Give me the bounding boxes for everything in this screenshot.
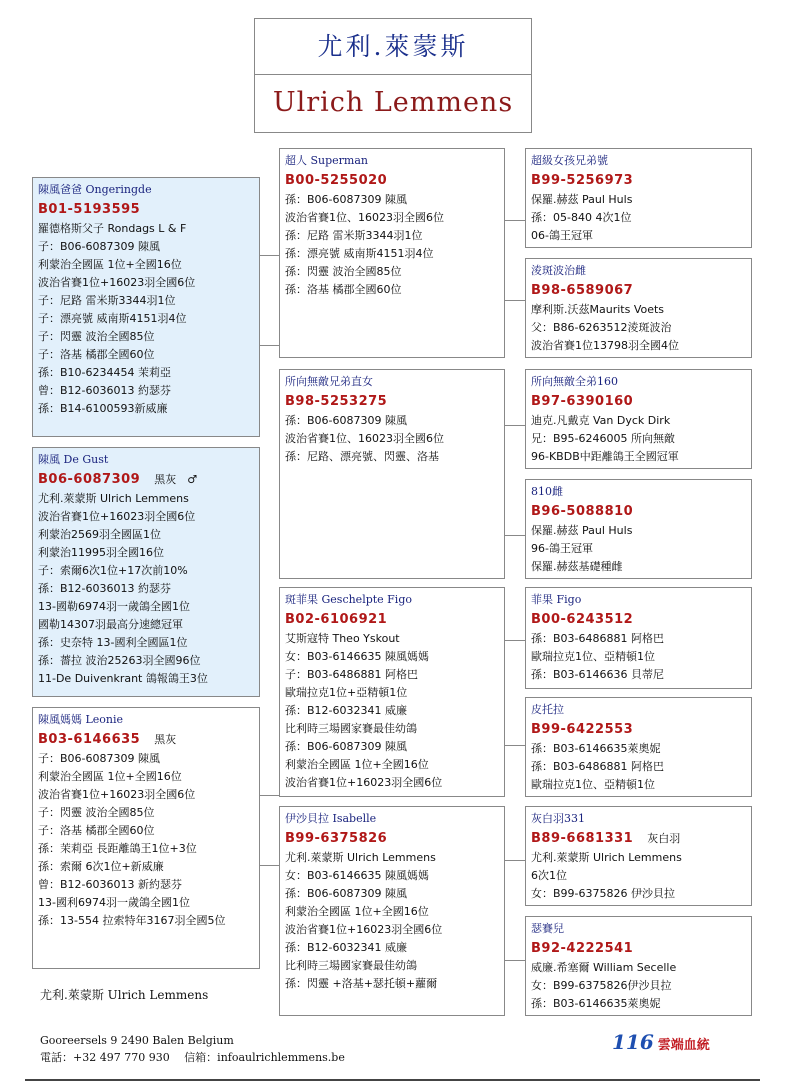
title-chinese: 尤利.萊蒙斯 bbox=[255, 19, 531, 75]
connector-line bbox=[505, 425, 525, 426]
connector-line bbox=[259, 345, 279, 346]
connector-line bbox=[259, 795, 279, 796]
sds-box bbox=[525, 369, 752, 469]
pedigree-line: 孫：閃靈 波治全國85位 bbox=[285, 265, 402, 278]
pedigree-line: 孫：尼路、漂亮號、閃靈、洛基 bbox=[285, 450, 439, 463]
dsd-box bbox=[525, 697, 752, 797]
pedigree-lines bbox=[531, 630, 746, 684]
pedigree-line: 波治省賽1位、16023羽全國6位 bbox=[285, 211, 444, 224]
ring-number: B89-6681331 bbox=[531, 831, 634, 846]
cloud-pedigree-logo bbox=[612, 1030, 710, 1054]
pedigree-lines bbox=[285, 849, 499, 993]
pedigree-line: 歐瑞拉克1位、亞精頓1位 bbox=[531, 650, 655, 663]
pedigree-line: 子：漂亮號 威南斯4151羽4位 bbox=[38, 312, 187, 325]
pedigree-line: 兄：B95-6246005 所向無敵 bbox=[531, 432, 675, 445]
pedigree-line: 13-國勒6974羽一歲鴿全國1位 bbox=[38, 600, 190, 613]
dam-box bbox=[32, 707, 260, 969]
pedigree-line: 子：閃靈 波治全國85位 bbox=[38, 330, 155, 343]
pedigree-line: 父：B86-6263512淩斑波治 bbox=[531, 321, 672, 334]
pedigree-line: 孫：B12-6032341 威廉 bbox=[285, 941, 407, 954]
dss-box bbox=[525, 587, 752, 689]
ring-number: B02-6106921 bbox=[285, 612, 388, 627]
pedigree-line: 子：閃靈 波治全國85位 bbox=[38, 806, 155, 819]
pedigree-line: 子：B03-6486881 阿格巴 bbox=[285, 668, 418, 681]
pedigree-line: 06-鴿王冠軍 bbox=[531, 229, 593, 242]
pigeon-name: 810雌 bbox=[531, 485, 563, 498]
pedigree-line: 孫：B06-6087309 陳風 bbox=[285, 414, 407, 427]
pedigree-line: 6次1位 bbox=[531, 869, 567, 882]
connector-line bbox=[505, 960, 525, 961]
pedigree-line: 孫：B03-6146636 貝蒂尼 bbox=[531, 668, 664, 681]
pedigree-line: 波治省賽1位13798羽全國4位 bbox=[531, 339, 679, 352]
pedigree-line: 比利時三場國家賽最佳幼鴿 bbox=[285, 959, 417, 972]
pedigree-line: 利蒙治全國區 1位+全國16位 bbox=[285, 758, 429, 771]
connector-line bbox=[259, 255, 279, 256]
pedigree-line: 孫：B06-6087309 陳風 bbox=[285, 193, 407, 206]
pedigree-line: 摩利斯.沃茲Maurits Voets bbox=[531, 303, 665, 316]
pedigree-line: 96-KBDB中距離鴿王全國冠軍 bbox=[531, 450, 679, 463]
pedigree-line: 孫：B12-6032341 威廉 bbox=[285, 704, 407, 717]
dam-dam-box bbox=[279, 806, 505, 1016]
pedigree-line: 孫：B06-6087309 陳風 bbox=[285, 740, 407, 753]
title-english: Ulrich Lemmens bbox=[272, 87, 514, 118]
ring-number: B98-5253275 bbox=[285, 394, 388, 409]
ring-number: B97-6390160 bbox=[531, 394, 634, 409]
pedigree-line: 利蒙治11995羽全國16位 bbox=[38, 546, 164, 559]
contact-block bbox=[40, 1032, 345, 1066]
pedigree-line: 尤利.萊蒙斯 Ulrich Lemmens bbox=[531, 851, 682, 864]
ring-number: B98-6589067 bbox=[531, 283, 634, 298]
pigeon-name: 超人 Superman bbox=[285, 154, 368, 167]
pedigree-lines bbox=[285, 630, 499, 792]
pedigree-lines bbox=[531, 740, 746, 794]
ring-number: B01-5193595 bbox=[38, 202, 141, 217]
pedigree-line: 女：B03-6146635 陳風媽媽 bbox=[285, 869, 429, 882]
pedigree-line: 孫：13-554 拉索特年3167羽全國5位 bbox=[38, 914, 226, 927]
header-box bbox=[254, 18, 532, 133]
pedigree-line: 迪克.凡戴克 Van Dyck Dirk bbox=[531, 414, 671, 427]
sire-box bbox=[32, 177, 260, 437]
ring-number: B06-6087309 bbox=[38, 472, 141, 487]
pigeon-name: 菲果 Figo bbox=[531, 593, 582, 606]
connector-line bbox=[505, 535, 525, 536]
pedigree-line: 保羅.赫茲 Paul Huls bbox=[531, 524, 633, 537]
pedigree-line: 利蒙治全國區 1位+全國16位 bbox=[38, 770, 182, 783]
ddd-box bbox=[525, 916, 752, 1016]
pedigree-line: 孫：洛基 橘郡全國60位 bbox=[285, 283, 402, 296]
pedigree-line: 國勒14307羽最高分速總冠軍 bbox=[38, 618, 183, 631]
ring-number: B99-5256973 bbox=[531, 173, 634, 188]
color-sex: 黑灰 bbox=[154, 733, 177, 746]
pedigree-lines bbox=[38, 750, 254, 930]
pedigree-line: 孫：閃靈 +洛基+瑟托頓+蘿爾 bbox=[285, 977, 438, 990]
pedigree-lines bbox=[531, 301, 746, 355]
subject-box bbox=[32, 447, 260, 697]
pedigree-line: 艾斯寇特 Theo Yskout bbox=[285, 632, 400, 645]
pigeon-name: 淩斑波治雌 bbox=[531, 264, 586, 277]
pedigree-line: 保羅.赫茲基礎種雌 bbox=[531, 560, 623, 573]
pedigree-line: 孫：B10-6234454 茉莉亞 bbox=[38, 366, 171, 379]
connector-line bbox=[505, 220, 525, 221]
pigeon-name: 皮托拉 bbox=[531, 703, 564, 716]
ring-number: B96-5088810 bbox=[531, 504, 634, 519]
ring-number: B00-5255020 bbox=[285, 173, 388, 188]
owner-name: 尤利.萊蒙斯 Ulrich Lemmens bbox=[40, 988, 209, 1002]
pedigree-line: 子：洛基 橘郡全國60位 bbox=[38, 824, 155, 837]
pedigree-lines bbox=[531, 191, 746, 245]
sire-sire-box bbox=[279, 148, 505, 358]
pedigree-line: 子：索爾6次1位+17次前10% bbox=[38, 564, 188, 577]
color-sex: 黑灰 ♂ bbox=[154, 473, 198, 486]
pedigree-line: 曾：B12-6036013 新約瑟芬 bbox=[38, 878, 182, 891]
pedigree-lines bbox=[531, 849, 746, 903]
pigeon-name: 超級女孩兄弟號 bbox=[531, 154, 608, 167]
logo-text: 雲端血統 bbox=[657, 1038, 710, 1053]
pedigree-line: 孫：漂亮號 威南斯4151羽4位 bbox=[285, 247, 434, 260]
pedigree-line: 孫：B03-6486881 阿格巴 bbox=[531, 632, 664, 645]
ssd-box bbox=[525, 258, 752, 358]
sire-dam-box bbox=[279, 369, 505, 579]
ring-number: B03-6146635 bbox=[38, 732, 141, 747]
pedigree-line: 利蒙治全國區 1位+全國16位 bbox=[285, 905, 429, 918]
pedigree-line: 曾：B12-6036013 約瑟芬 bbox=[38, 384, 171, 397]
pedigree-line: 子：B06-6087309 陳風 bbox=[38, 240, 160, 253]
pedigree-line: 歐瑞拉克1位+亞精頓1位 bbox=[285, 686, 408, 699]
pedigree-line: 利蒙治全國區 1位+全國16位 bbox=[38, 258, 182, 271]
pedigree-lines bbox=[285, 412, 499, 466]
connector-line bbox=[505, 300, 525, 301]
pedigree-line: 波治省賽1位+16023羽全國6位 bbox=[285, 776, 443, 789]
pedigree-line: 孫：薔拉 波治25263羽全國96位 bbox=[38, 654, 201, 667]
pedigree-line: 子：尼路 雷米斯3344羽1位 bbox=[38, 294, 176, 307]
pigeon-name: 伊沙貝拉 Isabelle bbox=[285, 812, 377, 825]
pedigree-lines bbox=[38, 220, 254, 418]
connector-line bbox=[505, 745, 525, 746]
dam-sire-box bbox=[279, 587, 505, 797]
pedigree-line: 孫：茉莉亞 長距離鴿王1位+3位 bbox=[38, 842, 197, 855]
pedigree-line: 孫：索爾 6次1位+新威廉 bbox=[38, 860, 164, 873]
pigeon-name: 所向無敵全弟160 bbox=[531, 375, 618, 388]
pedigree-line: 子：洛基 橘郡全國60位 bbox=[38, 348, 155, 361]
pigeon-name: 灰白羽331 bbox=[531, 812, 585, 825]
pedigree-line: 羅德格斯父子 Rondags L & F bbox=[38, 222, 187, 235]
sss-box bbox=[525, 148, 752, 248]
pedigree-line: 孫：尼路 雷米斯3344羽1位 bbox=[285, 229, 423, 242]
connector-line bbox=[259, 865, 279, 866]
connector-line bbox=[505, 640, 525, 641]
pedigree-lines bbox=[38, 490, 254, 688]
pedigree-lines bbox=[531, 522, 746, 576]
pedigree-line: 孫：B03-6146635萊奧妮 bbox=[531, 742, 661, 755]
pedigree-line: 子：B06-6087309 陳風 bbox=[38, 752, 160, 765]
pigeon-name: 瑟賽兒 bbox=[531, 922, 564, 935]
sdd-box bbox=[525, 479, 752, 579]
pedigree-line: 比利時三場國家賽最佳幼鴿 bbox=[285, 722, 417, 735]
ring-number: B99-6375826 bbox=[285, 831, 388, 846]
ring-number: B00-6243512 bbox=[531, 612, 634, 627]
pedigree-line: 保羅.赫茲 Paul Huls bbox=[531, 193, 633, 206]
pigeon-name: 陳風媽媽 Leonie bbox=[38, 713, 124, 726]
logo-number: 116 bbox=[612, 1030, 654, 1054]
pedigree-lines bbox=[531, 959, 746, 1013]
ring-number: B99-6422553 bbox=[531, 722, 634, 737]
contact-text: 電話：+32 497 770 930 信箱：infoaulrichlemmens.be bbox=[40, 1051, 345, 1064]
pedigree-line: 波治省賽1位、16023羽全國6位 bbox=[285, 432, 444, 445]
pedigree-line: 尤利.萊蒙斯 Ulrich Lemmens bbox=[38, 492, 189, 505]
pedigree-line: 利蒙治2569羽全國區1位 bbox=[38, 528, 161, 541]
pigeon-name: 所向無敵兄弟直女 bbox=[285, 375, 373, 388]
pedigree-line: 波治省賽1位+16023羽全國6位 bbox=[285, 923, 443, 936]
pedigree-line: 孫：B03-6486881 阿格巴 bbox=[531, 760, 664, 773]
bottom-divider bbox=[25, 1079, 760, 1081]
pedigree-line: 96-鴿王冠軍 bbox=[531, 542, 593, 555]
pedigree-lines bbox=[285, 191, 499, 299]
ring-number: B92-4222541 bbox=[531, 941, 634, 956]
pedigree-line: 女：B99-6375826伊沙貝拉 bbox=[531, 979, 672, 992]
pedigree-line: 波治省賽1位+16023羽全國6位 bbox=[38, 788, 196, 801]
pedigree-line: 女：B99-6375826 伊沙貝拉 bbox=[531, 887, 675, 900]
pedigree-line: 威廉.希塞爾 William Secelle bbox=[531, 961, 677, 974]
pigeon-name: 陳風 De Gust bbox=[38, 453, 109, 466]
pedigree-line: 孫：B03-6146635萊奧妮 bbox=[531, 997, 661, 1010]
pedigree-line: 尤利.萊蒙斯 Ulrich Lemmens bbox=[285, 851, 436, 864]
pigeon-name: 陳風爸爸 Ongeringde bbox=[38, 183, 152, 196]
pedigree-line: 歐瑞拉克1位、亞精頓1位 bbox=[531, 778, 655, 791]
address-text: Gooreersels 9 2490 Balen Belgium bbox=[40, 1034, 234, 1047]
pedigree-line: 孫：B06-6087309 陳風 bbox=[285, 887, 407, 900]
pedigree-line: 11-De Duivenkrant 鴿報鴿王3位 bbox=[38, 672, 208, 685]
pigeon-name: 斑菲果 Geschelpte Figo bbox=[285, 593, 412, 606]
pedigree-lines bbox=[531, 412, 746, 466]
pedigree-line: 女：B03-6146635 陳風媽媽 bbox=[285, 650, 429, 663]
pedigree-line: 孫：05-840 4次1位 bbox=[531, 211, 632, 224]
color-sex: 灰白羽 bbox=[647, 832, 681, 845]
dds-box bbox=[525, 806, 752, 906]
pedigree-line: 13-國利6974羽一歲鴿全國1位 bbox=[38, 896, 190, 909]
pedigree-line: 孫：史奈特 13-國利全國區1位 bbox=[38, 636, 188, 649]
pedigree-line: 波治省賽1位+16023羽全國6位 bbox=[38, 510, 196, 523]
pedigree-line: 孫：B12-6036013 約瑟芬 bbox=[38, 582, 171, 595]
pedigree-line: 孫：B14-6100593新威廉 bbox=[38, 402, 168, 415]
connector-line bbox=[505, 860, 525, 861]
pedigree-line: 波治省賽1位+16023羽全國6位 bbox=[38, 276, 196, 289]
